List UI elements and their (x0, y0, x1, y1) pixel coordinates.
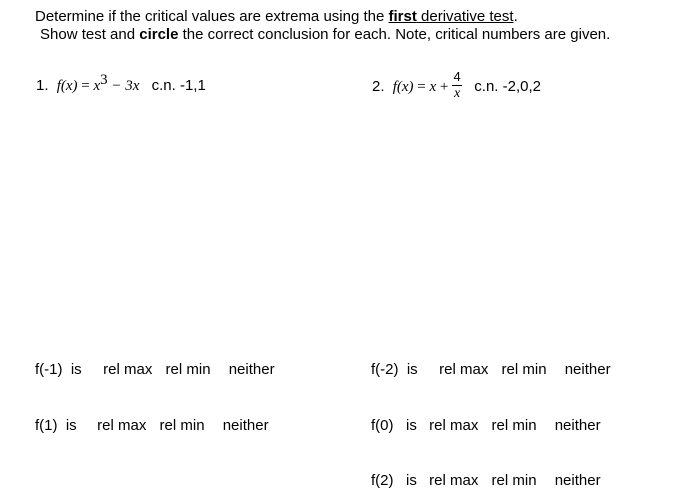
first-emphasis: first (388, 8, 417, 25)
option-rel-min[interactable]: rel min (501, 361, 547, 378)
exponent: 3 (100, 72, 108, 88)
function-lhs: f(x) (392, 79, 414, 96)
fraction (452, 70, 462, 101)
answer-row-f-0 (371, 417, 601, 434)
instructions-line-2 (40, 25, 610, 44)
equals-sign: = (413, 79, 430, 96)
answer-row-f-neg1 (35, 361, 275, 378)
problem-number: 2. (372, 78, 385, 96)
answer-row-f-neg2 (371, 361, 611, 378)
fraction-denominator: x (454, 86, 461, 101)
option-rel-min[interactable]: rel min (159, 417, 205, 434)
fraction-numerator: 4 (453, 69, 461, 84)
instructions-text: Determine if the critical values are extrema using the (35, 8, 389, 25)
option-rel-max[interactable]: rel max (439, 361, 489, 378)
option-rel-min[interactable]: rel min (491, 472, 537, 489)
equals-sign: = (77, 78, 94, 94)
instructions-text-2: Show test and (40, 26, 140, 43)
option-neither[interactable]: neither (228, 361, 275, 378)
answer-label: f(2) is (371, 472, 417, 489)
answer-label: f(1) is (35, 417, 77, 434)
answer-label: f(-2) is (371, 361, 418, 378)
option-rel-min[interactable]: rel min (491, 417, 537, 434)
option-neither[interactable]: neither (554, 472, 601, 489)
answer-row-f-1 (35, 417, 269, 434)
option-rel-max[interactable]: rel max (103, 361, 153, 378)
problem-2 (372, 60, 541, 101)
option-rel-max[interactable]: rel max (429, 472, 479, 489)
derivative-test-emphasis: derivative test (421, 8, 514, 25)
function-term: x (93, 78, 101, 94)
function-term: x (429, 79, 437, 96)
option-rel-max[interactable]: rel max (429, 417, 479, 434)
critical-numbers: c.n. -1,1 (151, 77, 206, 94)
plus-sign: + (436, 79, 453, 96)
problem-number: 1. (36, 77, 49, 94)
problem-1 (36, 72, 206, 95)
instructions-text-3: the correct conclusion for each. Note, critical numbers are given. (178, 26, 611, 43)
answer-row-f-2 (371, 472, 601, 489)
option-neither[interactable]: neither (222, 417, 269, 434)
instructions-period: . (513, 8, 518, 25)
function-lhs: f(x) (56, 78, 78, 94)
function-rest: − 3x (107, 78, 140, 94)
critical-numbers: c.n. -2,0,2 (474, 78, 541, 96)
instructions-line-1 (35, 7, 518, 26)
option-neither[interactable]: neither (554, 417, 601, 434)
answer-label: f(-1) is (35, 361, 82, 378)
circle-emphasis: circle (139, 26, 179, 43)
answer-label: f(0) is (371, 417, 417, 434)
option-rel-max[interactable]: rel max (97, 417, 147, 434)
option-rel-min[interactable]: rel min (165, 361, 211, 378)
option-neither[interactable]: neither (564, 361, 611, 378)
